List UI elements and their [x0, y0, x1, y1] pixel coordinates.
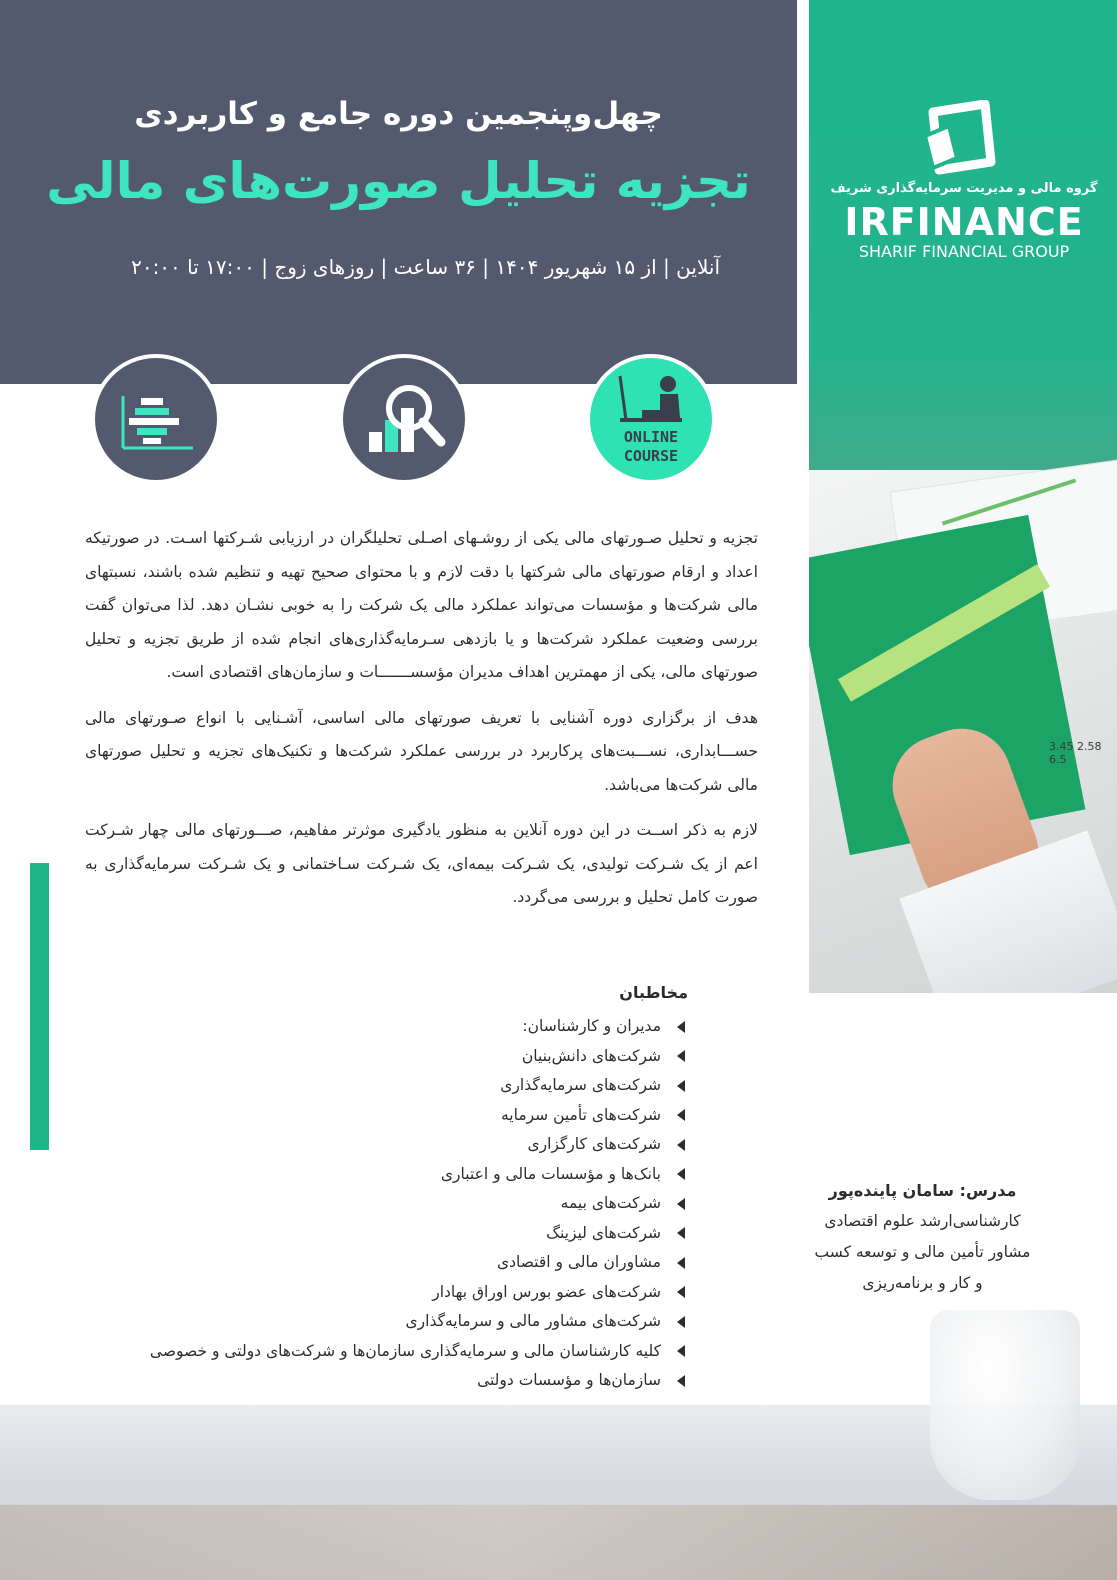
instructor-info — [780, 1175, 1065, 1299]
online-label-line1: ONLINE — [623, 428, 679, 446]
header-panel — [0, 0, 797, 384]
brand-tagline: گروه مالی و مدیریت سرمایه‌گذاری شریف — [830, 181, 1098, 196]
instructor-degree: کارشناسی‌ارشد علوم اقتصادی — [824, 1212, 1021, 1230]
triangle-bullet-icon — [677, 1168, 685, 1180]
triangle-bullet-icon — [677, 1080, 685, 1092]
triangle-bullet-icon — [677, 1109, 685, 1121]
audience-item-label: شرکت‌های سرمایه‌گذاری — [500, 1076, 661, 1094]
paper-numbers: 3.45 2.58 6.5 — [1049, 740, 1102, 766]
list-item — [60, 1101, 685, 1131]
audience-list — [60, 1012, 685, 1396]
triangle-bullet-icon — [677, 1257, 685, 1269]
instructor-role-line2: و کار و برنامه‌ریزی — [862, 1274, 983, 1292]
audience-item-label: کلیه کارشناسان مالی و سرمایه‌گذاری سازمان‌ها و شرکت‌های دولتی و خصوصی — [149, 1341, 661, 1360]
list-item — [60, 1337, 685, 1367]
audience-item-label: شرکت‌های تأمین سرمایه — [500, 1105, 661, 1124]
audience-heading: مخاطبان — [619, 983, 688, 1002]
coffee-cup-image — [930, 1310, 1080, 1500]
course-subtitle: چهل‌وپنجمین دوره جامع و کاربردی — [134, 96, 663, 132]
description-paragraph-1: تجزیه و تحلیل صـورتهای مالی یکی از روشـهای اصـلی تحلیلگران در ارزیابی شـرکتها اسـت. در صورتیکه اعداد و ارقام صورتهای مالی شرکتها با دقت لازم و با محتوای صحیح تهیه و تنظیم شده باشند، نسبتهای مالی شرکت‌ها و مؤسسات می‌تواند عملکرد مالی یک شرکت را به خوبی نشـان دهد. لذا می‌توان گفت بررسی وضعیت عملکرد شرکت‌ها و یا بازدهی سـرمایه‌گذاری‌های انجام شده از طریق تجزیه و تحلیل صورتهای مالی، یکی از مهمترین اهداف مدیران مؤسســـــــات و سازمان‌های اقتصادی است. — [85, 529, 758, 681]
list-item — [60, 1219, 685, 1249]
analysis-circle — [339, 354, 469, 484]
triangle-bullet-icon — [677, 1286, 685, 1298]
bar-chart-circle — [91, 354, 221, 484]
description-paragraph-3: لازم به ذکر اســت در این دوره آنلاین به منظور یادگیری موثرتر مفاهیم، صـــورتهای مالی چهار شـرکت اعم از یک شـرکت تولیدی، یک شـرکت بیمه‌ای، یک شـرکت سـاختمانی و یک شـرکت سرمایه‌گذاری به صورت کامل تحلیل و بررسی می‌گردد. — [85, 821, 758, 906]
audience-item-label: شرکت‌های دانش‌بنیان — [521, 1046, 661, 1065]
analysis-magnifier-icon — [343, 358, 465, 480]
brand-name: IRFINANCE — [844, 200, 1084, 244]
list-item — [60, 1071, 685, 1101]
finance-chart-photo — [809, 470, 1117, 993]
triangle-bullet-icon — [677, 1139, 685, 1151]
triangle-bullet-icon — [677, 1050, 685, 1062]
audience-item-label: بانک‌ها و مؤسسات مالی و اعتباری — [440, 1164, 661, 1183]
list-item — [60, 1278, 685, 1308]
audience-item-label: شرکت‌های بیمه — [560, 1194, 661, 1212]
triangle-bullet-icon — [677, 1375, 685, 1387]
list-item — [60, 1248, 685, 1278]
list-item — [60, 1160, 685, 1190]
triangle-bullet-icon — [677, 1198, 685, 1210]
list-item — [60, 1307, 685, 1337]
triangle-bullet-icon — [677, 1345, 685, 1357]
instructor-role-line1: مشاور تأمین مالی و توسعه کسب — [814, 1243, 1031, 1261]
audience-item-label: مشاوران مالی و اقتصادی — [496, 1253, 661, 1271]
list-item — [60, 1012, 685, 1042]
triangle-bullet-icon — [677, 1227, 685, 1239]
triangle-bullet-icon — [677, 1021, 685, 1033]
list-item — [60, 1366, 685, 1396]
audience-item-label: شرکت‌های مشاور مالی و سرمایه‌گذاری — [405, 1312, 661, 1330]
list-item — [60, 1042, 685, 1072]
instructor-name: مدرس: سامان پاینده‌پور — [828, 1181, 1017, 1200]
list-item — [60, 1130, 685, 1160]
audience-item-label: شرکت‌های عضو بورس اوراق بهادار — [432, 1282, 661, 1301]
audience-item-label: شرکت‌های کارگزاری — [527, 1135, 661, 1153]
course-details: آنلاین | از ۱۵ شهریور ۱۴۰۴ | ۳۶ ساعت | روزهای زوج | ۱۷:۰۰ تا ۲۰:۰۰ — [131, 255, 720, 279]
online-course-circle — [586, 354, 716, 484]
course-title: تجزیه تحلیل صورت‌های مالی — [46, 152, 751, 210]
online-label-line2: COURSE — [623, 447, 679, 465]
online-course-label — [590, 428, 712, 466]
triangle-bullet-icon — [677, 1316, 685, 1328]
audience-item-label: شرکت‌های لیزینگ — [546, 1223, 661, 1242]
bar-chart-icon — [95, 358, 217, 480]
list-item — [60, 1189, 685, 1219]
irfinance-logo — [919, 100, 999, 178]
brand-column — [809, 0, 1117, 993]
course-description — [85, 522, 758, 927]
audience-item-label: سازمان‌ها و مؤسسات دولتی — [477, 1371, 661, 1389]
description-paragraph-2: هدف از برگزاری دوره آشنایی با تعریف صورتهای مالی اساسی، آشـنایی با انواع صـورتهای مالی حســـابداری، نســـبت‌های پرکاربرد در بررسی عملکرد شرکت‌ها و تکنیک‌های تجزیه و تحلیل صورتهای مالی شرکت‌ها می‌باشد. — [85, 708, 758, 794]
audience-item-label: مدیران و کارشناسان: — [522, 1017, 661, 1035]
brand-group-name: SHARIF FINANCIAL GROUP — [858, 242, 1070, 261]
accent-bar — [30, 863, 49, 1150]
